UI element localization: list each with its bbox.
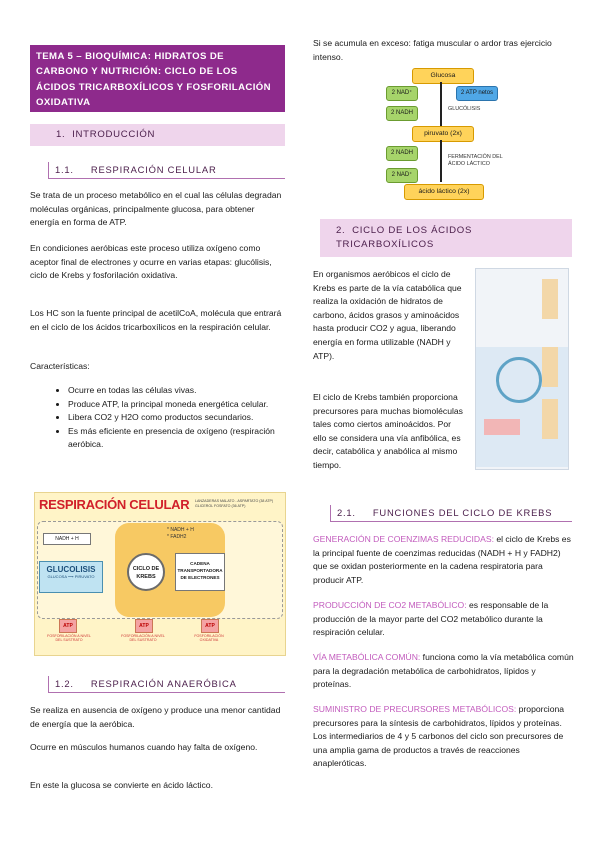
- fosforilacion-label: FOSFORILACIÓN A NIVEL DEL SUSTRATO: [121, 634, 165, 642]
- lactic-fermentation-diagram: [378, 66, 548, 206]
- respiration-diagram: [34, 492, 286, 656]
- fosforilacion-label: FOSFORILACIÓN A NIVEL DEL SUSTRATO: [47, 634, 91, 642]
- subsection-heading-funciones: [330, 505, 572, 522]
- section-number: 1.: [56, 129, 66, 140]
- function-item: [313, 533, 575, 587]
- stage-label-box: [542, 347, 558, 387]
- piruvato-box: piruvato (2x): [412, 126, 474, 142]
- nadh-box: 2 NADH: [386, 106, 418, 121]
- function-item: [313, 599, 575, 640]
- nadh-box: 2 NADH: [386, 146, 418, 161]
- electron-chain-box: CADENA TRANSPORTADORA DE ELECTRONES: [175, 553, 225, 591]
- function-label: SUMINISTRO DE PRECURSORES METABÓLICOS:: [313, 704, 517, 714]
- paragraph: Características:: [30, 361, 90, 371]
- acido-lactico-box: ácido láctico (2x): [404, 184, 484, 200]
- paragraph: Los HC son la fuente principal de acetilCoA, molécula que entrará en el ciclo de los ácidos tricarboxílicos en la respiración celular.: [30, 308, 282, 332]
- paragraph: Si se acumula en exceso: fatiga muscular o ardor tras ejercicio intenso.: [313, 38, 552, 62]
- function-text: el ciclo de Krebs es la principal fuente de coenzimas reducidas (NADH + H y FADH2) que se oxidan posteriormente en la cadena respiratoria para producir ATP.: [313, 534, 571, 585]
- krebs-circle: CICLO DE KREBS: [127, 553, 165, 591]
- function-item: [313, 651, 575, 692]
- paragraph: Se realiza en ausencia de oxígeno y produce una menor cantidad de energía que la aeróbica.: [30, 705, 281, 729]
- subsection-heading-respiracion-celular: [48, 162, 285, 179]
- section-heading-ciclo-acidos: [320, 219, 572, 257]
- arrow-line: [440, 82, 442, 126]
- diagram-note: LANZADERAS MALATO - ASPARTATO (38 ATP) GLICEROL FOSFATO (36 ATP): [195, 499, 274, 508]
- atp-icon: ATP: [59, 619, 77, 633]
- subsection-title: FUNCIONES DEL CICLO DE KREBS: [372, 507, 553, 518]
- list-item: • Es más eficiente en presencia de oxígeno (respiración aeróbica.: [68, 425, 280, 452]
- section-number: 2.: [336, 225, 346, 236]
- arrow-line: [440, 140, 442, 182]
- paragraph: En este la glucosa se convierte en ácido láctico.: [30, 780, 213, 790]
- section-title: CICLO DE LOS ÁCIDOS TRICARBOXÍLICOS: [336, 225, 473, 250]
- stage-label-box: [542, 399, 558, 439]
- krebs-cycle-figure: [475, 268, 569, 470]
- glucosa-box: Glucosa: [412, 68, 474, 84]
- mito-nadh: [167, 527, 213, 541]
- fadh-label: * FADH2: [167, 534, 187, 540]
- section-title: INTRODUCCIÓN: [72, 129, 156, 140]
- function-label: GENERACIÓN DE COENZIMAS REDUCIDAS:: [313, 534, 494, 544]
- subsection-number: 2.1.: [337, 507, 356, 518]
- subsection-title: RESPIRACIÓN ANAERÓBICA: [90, 678, 237, 689]
- function-text: proporciona precursores para la síntesis de carbohidratos, lípidos y proteínas. Los intermediarios de 4 y 5 carbonos del ciclo son precursores de una amplia gama de productos a través de reacciones anapleróticas.: [313, 704, 565, 769]
- diagram-title: RESPIRACIÓN CELULAR: [39, 497, 190, 512]
- atp-box: 2 ATP netos: [456, 86, 498, 101]
- function-label: VÍA METABÓLICA COMÚN:: [313, 652, 421, 662]
- fosforilacion-label: FOSFORILACIÓN OXIDATIVA: [194, 634, 224, 642]
- function-text: funciona como la vía metabólica común para la degradación metabólica de carbohidratos, lípidos y proteínas.: [313, 652, 574, 690]
- nadh-box: NADH + H: [43, 533, 91, 545]
- atp-icon: ATP: [135, 619, 153, 633]
- atp-icon: ATP: [201, 619, 219, 633]
- glucolisis-box: [39, 561, 103, 593]
- subsection-number: 1.1.: [55, 164, 74, 175]
- krebs-cycle-ring: [496, 357, 542, 403]
- list-item: • Libera CO2 y H2O como productos secundarios.: [68, 411, 280, 425]
- nad-box: 2 NAD⁺: [386, 86, 418, 101]
- glucosa-piruvato-label: GLUCOSA ⟶ PIRUVATO: [47, 574, 95, 579]
- fermentacion-label: FERMENTACIÓN DEL ÁCIDO LÁCTICO: [448, 154, 503, 167]
- function-label: PRODUCCIÓN DE CO2 METABÓLICO:: [313, 600, 467, 610]
- characteristics-list: [30, 384, 280, 452]
- subsection-number: 1.2.: [55, 678, 74, 689]
- stage-label-box: [542, 279, 558, 319]
- nad-box: 2 NAD⁺: [386, 168, 418, 183]
- paragraph: El ciclo de Krebs también proporciona precursores para muchas biomoléculas tales como ciertos aminoácidos. Por ello se considera una vía anfibólica, es decir, catabólica y anabólica al mismo tiempo.: [313, 392, 463, 470]
- paragraph: Se trata de un proceso metabólico en el cual las células degradan moléculas orgánicas, principalmente glucosa, para obtener energía en forma de ATP.: [30, 190, 282, 228]
- glucolisis-label: GLUCOLISIS: [46, 565, 96, 574]
- section-heading-introduccion: [30, 124, 285, 146]
- paragraph: Ocurre en músculos humanos cuando hay falta de oxígeno.: [30, 742, 258, 752]
- nadh-label: * NADH + H: [167, 527, 194, 533]
- paragraph: En organismos aeróbicos el ciclo de Krebs es parte de la vía catabólica que realiza la oxidación de hidratos de carbono, ácidos grasos y aminoácidos hasta producir CO2 y agua, liberando energía en forma utilizable (NADH y ATP).: [313, 269, 462, 361]
- function-text: es responsable de la producción de la mayor parte del CO2 metabólico durante la respiración celular.: [313, 600, 549, 638]
- subsection-title: RESPIRACIÓN CELULAR: [90, 164, 217, 175]
- list-item: • Produce ATP, la principal moneda energética celular.: [68, 398, 280, 412]
- respiratory-chain: [484, 419, 520, 435]
- glucolisis-label: GLUCÓLISIS: [448, 106, 481, 112]
- paragraph: En condiciones aeróbicas este proceso utiliza oxígeno como aceptor final de electrones y ocurre en varias etapas: glucólisis, ciclo de Krebs y fosforilación oxidativa.: [30, 243, 272, 281]
- page-title: TEMA 5 – BIOQUÍMICA: HIDRATOS DE CARBONO Y NUTRICIÓN: CICLO DE LOS ÁCIDOS TRICARBOXÍLICOS Y FOSFORILACIÓN OXIDATIVA: [30, 45, 285, 112]
- subsection-heading-respiracion-anaerobica: [48, 676, 285, 693]
- function-item: [313, 703, 575, 771]
- list-item: • Ocurre en todas las células vivas.: [68, 384, 280, 398]
